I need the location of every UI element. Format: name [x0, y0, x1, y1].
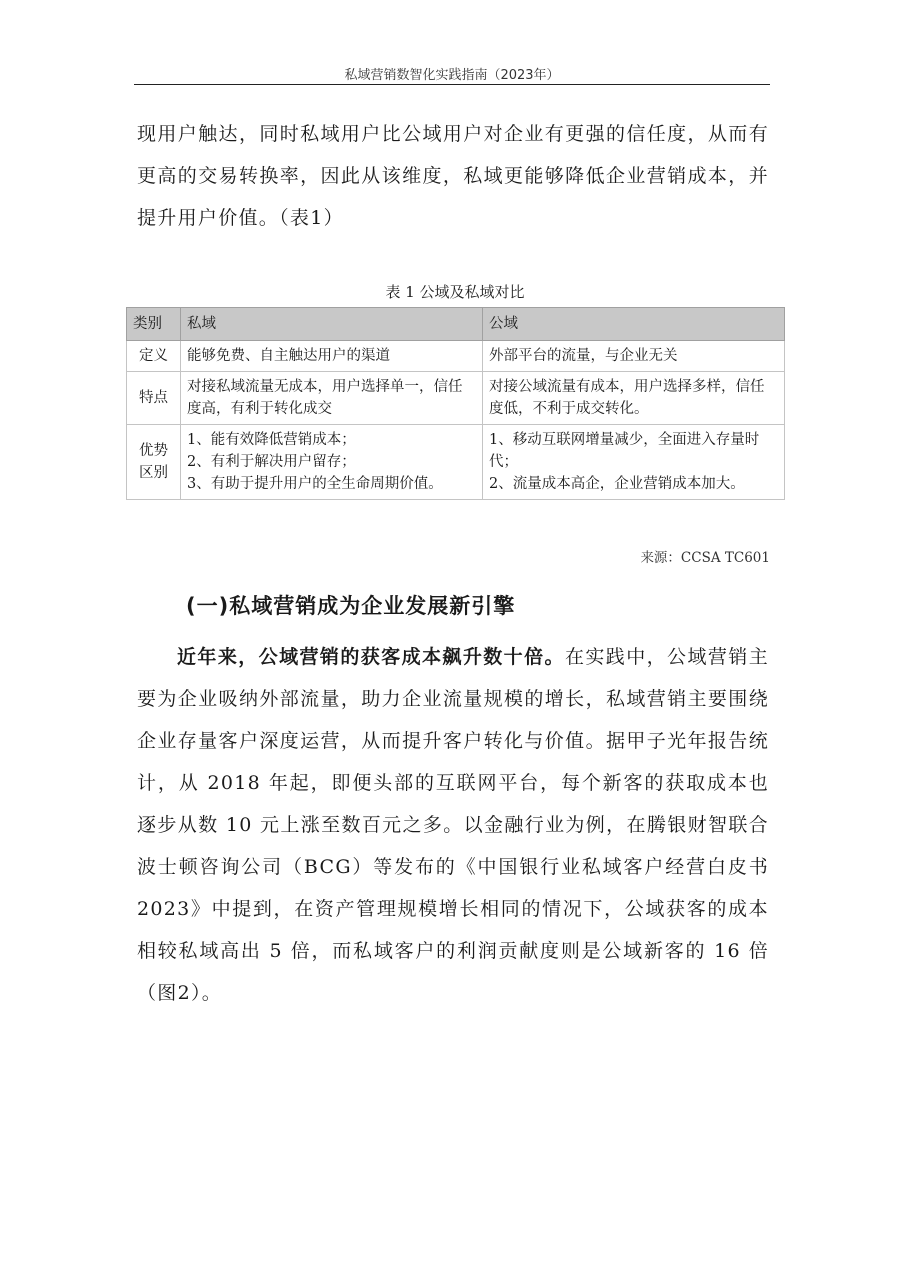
table-row: [127, 372, 785, 425]
row-public-cell: [483, 372, 785, 425]
row-private-cell: [181, 372, 483, 425]
private-cell-line: 对接私域流量无成本，用户选择单一，信任度高，有利于转化成交: [187, 379, 463, 417]
public-cell-line: 2、流量成本高企，企业营销成本加大。: [489, 476, 745, 492]
private-cell-line: 3、有助于提升用户的全生命周期价值。: [187, 476, 443, 492]
private-cell-line: 2、有利于解决用户留存；: [187, 454, 356, 470]
section-body-text: 在实践中，公域营销主要为企业吸纳外部流量，助力企业流量规模的增长，私域营销主要围绕企业存量客户深度运营，从而提升客户转化与价值。据甲子光年报告统计，从 2018 年起，即便头部的互联网平台，每个新客的获取成本也逐步从数 10 元上涨至数百元之多。以金融行业为例，在腾银财智联合波士顿咨询公司（BCG）等发布的《中国银行业私域客户经营白皮书 2023》中提到，在资产管理规模增长相同的情况下，公域获客的成本相较私域高出 5 倍，而私域客户的利润贡献度则是公域新客的 16 倍（图2）。: [137, 646, 769, 1004]
header-category: 类别: [127, 308, 181, 341]
row-category-cell: 优势区别: [127, 425, 181, 500]
public-cell-line: 对接公域流量有成本，用户选择多样，信任度低，不利于成交转化。: [489, 379, 765, 417]
header-divider: [134, 84, 770, 85]
table-row: [127, 341, 785, 372]
table-source: 来源：CCSA TC601: [640, 550, 770, 566]
row-private-cell: [181, 341, 483, 372]
intro-paragraph: 现用户触达，同时私域用户比公域用户对企业有更强的信任度，从而有更高的交易转换率，因此从该维度，私域更能够降低企业营销成本，并提升用户价值。（表1）: [137, 123, 769, 229]
private-cell-line: 1、能有效降低营销成本；: [187, 432, 356, 448]
private-cell-line: 能够免费、自主触达用户的渠道: [187, 348, 390, 364]
row-category-cell: 特点: [127, 372, 181, 425]
row-public-cell: [483, 425, 785, 500]
public-cell-line: 外部平台的流量，与企业无关: [489, 348, 678, 364]
header-private: 私域: [181, 308, 483, 341]
row-private-cell: [181, 425, 483, 500]
public-cell-line: 1、移动互联网增量减少，全面进入存量时代；: [489, 432, 760, 470]
row-public-cell: [483, 341, 785, 372]
header-public: 公域: [483, 308, 785, 341]
section-heading: (一)私域营销成为企业发展新引擎: [186, 594, 516, 618]
section-lead-sentence: 近年来，公域营销的获客成本飙升数十倍。: [177, 646, 565, 668]
table-row: [127, 425, 785, 500]
section-paragraph: [137, 636, 769, 1014]
running-header: 私域营销数智化实践指南（2023年）: [344, 68, 560, 83]
table-caption: 表 1 公域及私域对比: [385, 283, 525, 301]
comparison-table: [126, 307, 785, 500]
row-category-cell: 定义: [127, 341, 181, 372]
table-header-row: [127, 308, 785, 341]
